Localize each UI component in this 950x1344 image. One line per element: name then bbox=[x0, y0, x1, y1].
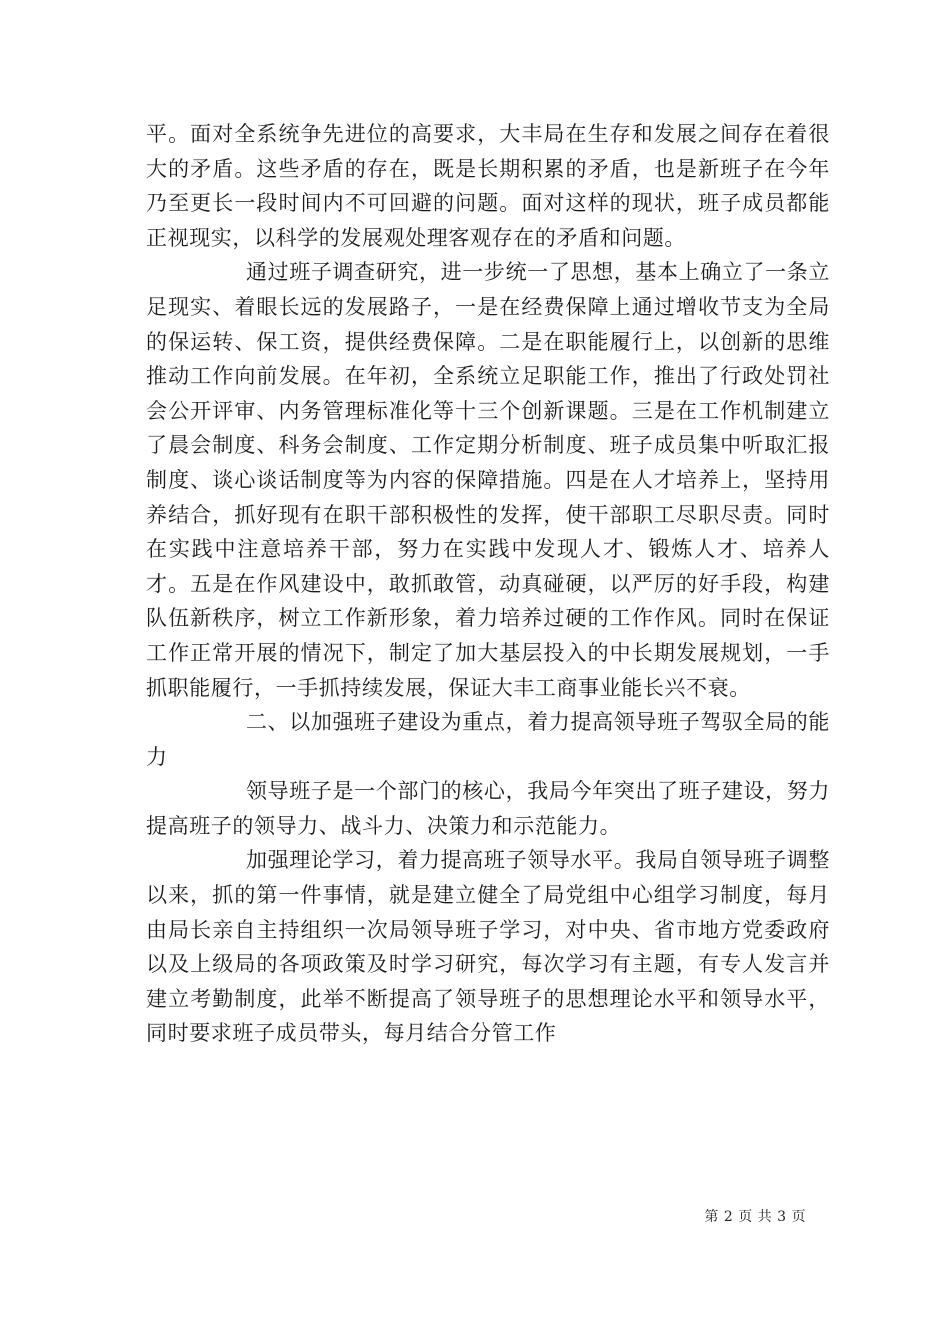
paragraph-4: 加强理论学习，着力提高班子领导水平。我局自领导班子调整以来，抓的第一件事情，就是建立健全了局党组中心组学习制度，每月由局长亲自主持组织一次局领导班子学习，对中央、省市地方党委政府以及上级局的各项政策及时学习研究，每次学习有主题，有专人发言并建立考勤制度，此举不断提高了领导班子的思想理论水平和领导水平，同时要求班子成员带头，每月结合分管工作 bbox=[146, 848, 830, 1046]
paragraph-3: 领导班子是一个部门的核心，我局今年突出了班子建设，努力提高班子的领导力、战斗力、决策力和示范能力。 bbox=[146, 779, 830, 838]
body-text bbox=[146, 117, 830, 1051]
section-heading-2: 二、以加强班子建设为重点，着力提高领导班子驾驭全局的能力 bbox=[146, 710, 830, 769]
page-number-footer: 第 2 页 共 3 页 bbox=[704, 1209, 806, 1225]
paragraph-1: 平。面对全系统争先进位的高要求，大丰局在生存和发展之间存在着很大的矛盾。这些矛盾的存在，既是长期积累的矛盾，也是新班子在今年乃至更长一段时间内不可回避的问题。面对这样的现状，班子成员都能正视现实，以科学的发展观处理客观存在的矛盾和问题。 bbox=[146, 122, 830, 250]
paragraph-2: 通过班子调查研究，进一步统一了思想，基本上确立了一条立足现实、着眼长远的发展路子，一是在经费保障上通过增收节支为全局的保运转、保工资，提供经费保障。二是在职能履行上，以创新的思维推动工作向前发展。在年初，全系统立足职能工作，推出了行政处罚社会公开评审、内务管理标准化等十三个创新课题。三是在工作机制建立了晨会制度、科务会制度、工作定期分析制度、班子成员集中听取汇报制度、谈心谈话制度等为内容的保障措施。四是在人才培养上，坚持用养结合，抓好现有在职干部积极性的发挥，使干部职工尽职尽责。同时在实践中注意培养干部，努力在实践中发现人才、锻炼人才、培养人才。五是在作风建设中，敢抓敢管，动真碰硬，以严厉的好手段，构建队伍新秩序，树立工作新形象，着力培养过硬的工作作风。同时在保证工作正常开展的情况下，制定了加大基层投入的中长期发展规划，一手抓职能履行，一手抓持续发展，保证大丰工商事业能长兴不衰。 bbox=[146, 260, 830, 700]
